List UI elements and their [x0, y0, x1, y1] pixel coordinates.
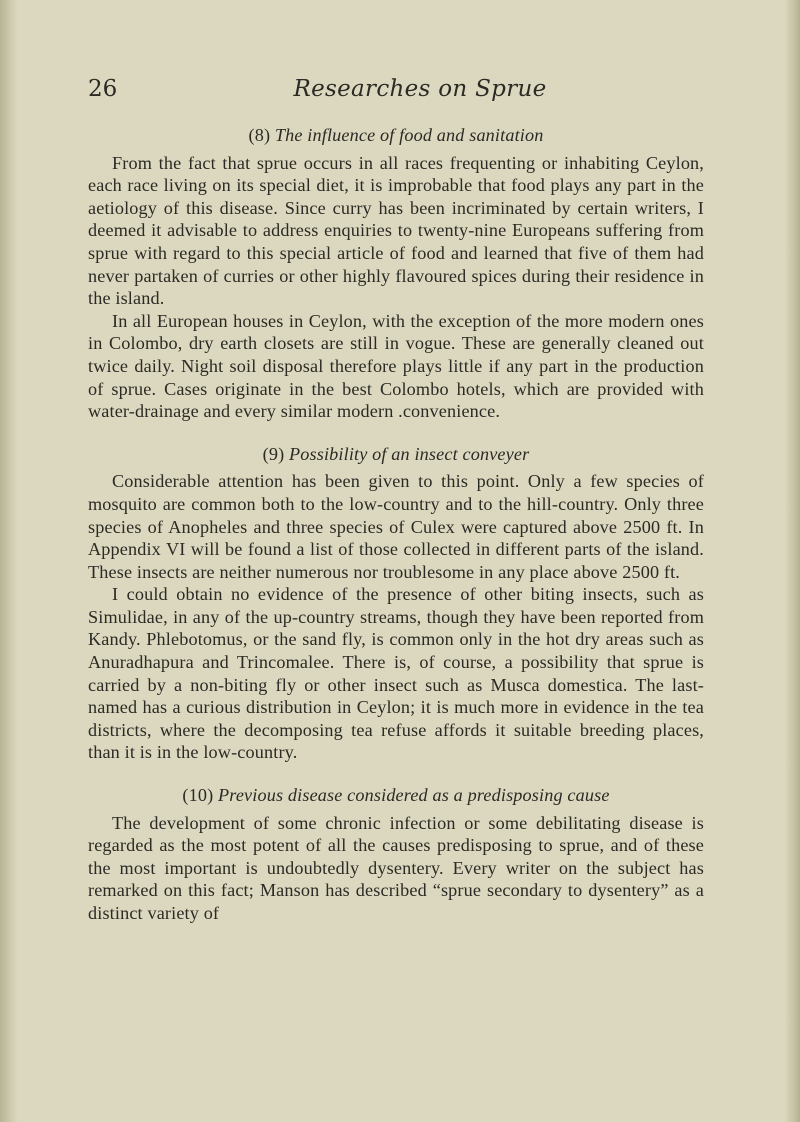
- section-heading-10: [88, 784, 704, 807]
- page-header: [0, 76, 800, 116]
- paragraph: In all European houses in Ceylon, with the exception of the more modern ones in Colombo, dry earth closets are still in vogue. These are generally cleaned out twice daily. Night soil disposal therefore plays little if any part in the production of sprue. Cases originate in the best Colombo hotels, which are provided with water-drainage and every similar modern .convenience.: [88, 310, 704, 422]
- page-number: 26: [88, 76, 118, 102]
- section-title: Previous disease considered as a predisposing cause: [218, 785, 610, 806]
- section-gap: [88, 423, 704, 437]
- paragraph: I could obtain no evidence of the presence of other biting insects, such as Simulidae, in any of the up-country streams, though they have been reported from Kandy. Phlebotomus, or the sand fly, is common only in the hot dry areas such as Anuradhapura and Trincomalee. There is, of course, a possibility that sprue is carried by a non-biting fly or other insect such as Musca domestica. The last-named has a curious distribution in Ceylon; it is much more in evidence in the tea districts, where the decomposing tea refuse affords it suitable breeding places, than it is in the low-country.: [88, 584, 704, 763]
- section-number: (8): [248, 125, 271, 145]
- section-heading-9: [88, 443, 704, 466]
- page-body: [88, 118, 704, 925]
- page-right-edge: [786, 0, 800, 1122]
- section-number: (9): [262, 443, 285, 464]
- section-number: (10): [182, 785, 214, 806]
- paragraph: Considerable attention has been given to this point. Only a few species of mosquito are common both to the low-country and to the hill-country. Only three species of Anopheles and three species of Culex were captured above 2500 ft. In Appendix VI will be found a list of those collected in different parts of the island. These insects are neither numerous nor troublesome in any place above 2500 ft.: [88, 471, 704, 582]
- running-title: Researches on Sprue: [293, 76, 547, 102]
- section-title: Possibility of an insect conveyer: [289, 443, 530, 464]
- paragraph: From the fact that sprue occurs in all races frequenting or inhabiting Ceylon, each race living on its special diet, it is improbable that food plays any part in the aetiology of this disease. Since curry has been incriminated by certain writers, I deemed it advisable to address enquiries to twenty-nine Europeans suffering from sprue with regard to this special article of food and learned that five of them had never partaken of curries or other highly flavoured spices during their residence in the island.: [88, 152, 704, 309]
- section-gap: [88, 764, 704, 778]
- paragraph: The development of some chronic infection or some debilitating disease is regarded as the most potent of all the causes predisposing to sprue, and of these the most important is undoubtedly dysentery. Every writer on the subject has remarked on this fact; Manson has described “sprue secondary to dysentery” as a distinct variety of: [88, 812, 704, 923]
- section-title: The influence of food and sanitation: [274, 125, 544, 145]
- section-heading-8: [88, 124, 704, 147]
- page-binding-edge: [0, 0, 18, 1122]
